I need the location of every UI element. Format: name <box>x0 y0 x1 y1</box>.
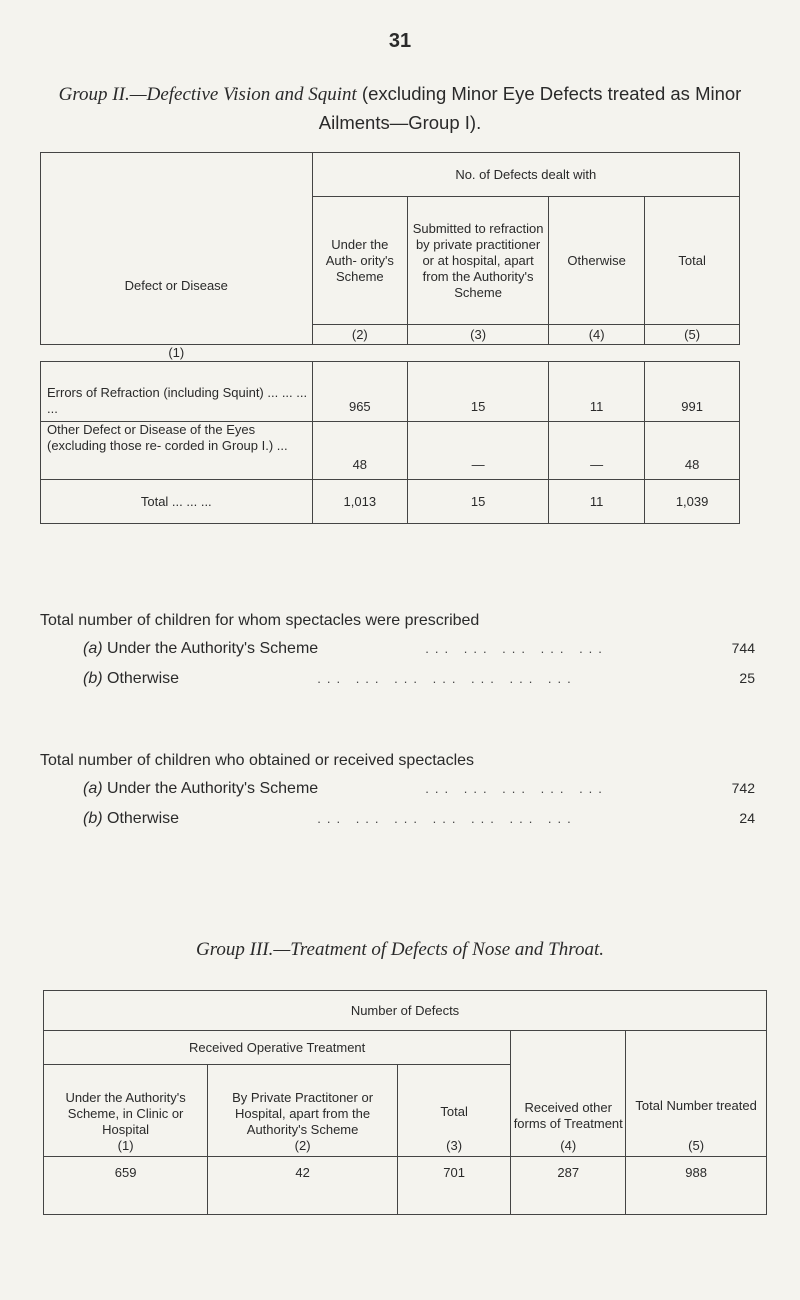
spectacles-prescribed-block <box>40 612 755 700</box>
table-row <box>41 362 740 422</box>
cell-value: 48 <box>312 422 408 480</box>
list-item: (b) Otherwise ... ... ... ... ... ... ... 24 <box>83 810 755 827</box>
col-header-refraction: Submitted to refraction by private practitioner or at hospital, apart from the Authority's Scheme <box>408 197 549 325</box>
item-value: 24 <box>739 810 755 826</box>
header-text: Under the Authority's Scheme, in Clinic or Hospital <box>65 1090 186 1137</box>
col-number: (4) <box>549 325 645 345</box>
cell-value: 1,039 <box>645 480 740 524</box>
item-value: 25 <box>739 670 755 686</box>
item-letter: (b) <box>83 670 103 687</box>
cell-value: 659 <box>44 1157 208 1215</box>
cell-value: 15 <box>408 480 549 524</box>
col-header-total: Total <box>645 197 740 325</box>
col-header-total <box>398 1065 511 1157</box>
cell-value: — <box>408 422 549 480</box>
group-iii-title-italic: Group III.—Treatment of Defects of Nose and Throat. <box>196 939 604 960</box>
header-text: By Private Practitoner or Hospital, apart from the Authority's Scheme <box>232 1090 374 1137</box>
item-letter: (a) <box>83 640 103 657</box>
item-text: Otherwise <box>107 670 180 687</box>
item-letter: (a) <box>83 780 103 797</box>
row-label: Total ... ... ... <box>41 480 313 524</box>
operative-header: Received Operative Treatment <box>44 1031 511 1065</box>
span-header-defects-dealt: No. of Defects dealt with <box>312 153 739 197</box>
table-row <box>44 1157 767 1215</box>
group-ii-title-italic: Group II.—Defective Vision and Squint <box>58 84 357 105</box>
cell-value: 287 <box>511 1157 626 1215</box>
list-item: (a) Under the Authority's Scheme ... ... ... ... ... 742 <box>83 780 755 797</box>
item-text: Under the Authority's Scheme <box>107 640 319 657</box>
header-text: Total Number treated <box>635 1098 757 1113</box>
cell-value: 11 <box>549 362 645 422</box>
page-number: 31 <box>388 30 412 52</box>
group-ii-title-rest: (excluding Minor Eye Defects treated as Minor Ailments—Group I). <box>318 83 742 133</box>
table-row <box>41 422 740 480</box>
col-header-otherwise: Otherwise <box>549 197 645 325</box>
cell-value: 701 <box>398 1157 511 1215</box>
row-label: Errors of Refraction (including Squint) ... ... ... ... <box>41 362 313 422</box>
col-header-authority: Under the Auth- ority's Scheme <box>312 197 408 325</box>
col-number: (5) <box>688 1138 705 1153</box>
cell-value: 991 <box>645 362 740 422</box>
col-header-private-practitioner <box>208 1065 398 1157</box>
cell-value: 48 <box>645 422 740 480</box>
cell-value: 988 <box>626 1157 767 1215</box>
cell-value: 1,013 <box>312 480 408 524</box>
col-number: (3) <box>408 325 549 345</box>
cell-value: 42 <box>208 1157 398 1215</box>
group-ii-title <box>30 80 770 137</box>
col-number: (2) <box>312 325 408 345</box>
item-value: 742 <box>731 780 755 796</box>
prescribed-lead: Total number of children for whom spectacles were prescribed <box>40 612 480 629</box>
item-text: Otherwise <box>107 810 180 827</box>
obtained-lead: Total number of children who obtained or received spectacles <box>40 752 475 769</box>
list-item: (b) Otherwise ... ... ... ... ... ... ... 25 <box>83 670 755 687</box>
col-number: (1) <box>117 1138 134 1153</box>
cell-value: — <box>549 422 645 480</box>
list-item: (a) Under the Authority's Scheme ... ... ... ... ... 744 <box>83 640 755 657</box>
item-letter: (b) <box>83 810 103 827</box>
col-header-total-number <box>626 1031 767 1157</box>
header-text: Total <box>440 1104 468 1119</box>
item-text: Under the Authority's Scheme <box>107 780 319 797</box>
table-row-total <box>41 480 740 524</box>
cell-value: 15 <box>408 362 549 422</box>
col-header-authority-scheme <box>44 1065 208 1157</box>
header-text: Received other forms of Treatment <box>513 1100 623 1131</box>
col-number-1: (1) <box>168 345 185 360</box>
col-header-other-forms <box>511 1031 626 1157</box>
cell-value: 11 <box>549 480 645 524</box>
cell-value: 965 <box>312 362 408 422</box>
spectacles-obtained-block <box>40 752 755 840</box>
group-iii-title <box>30 935 770 964</box>
row-label: Other Defect or Disease of the Eyes (excluding those re- corded in Group I.) ... <box>41 422 313 480</box>
col-number: (4) <box>560 1138 577 1153</box>
col-number: (3) <box>446 1138 463 1153</box>
item-value: 744 <box>731 640 755 656</box>
col-number: (5) <box>645 325 740 345</box>
defective-vision-table <box>40 152 740 524</box>
col-header-defect: Defect or Disease <box>41 153 313 345</box>
nose-throat-table <box>43 990 767 1215</box>
col-number: (2) <box>294 1138 311 1153</box>
top-header: Number of Defects <box>44 991 767 1031</box>
